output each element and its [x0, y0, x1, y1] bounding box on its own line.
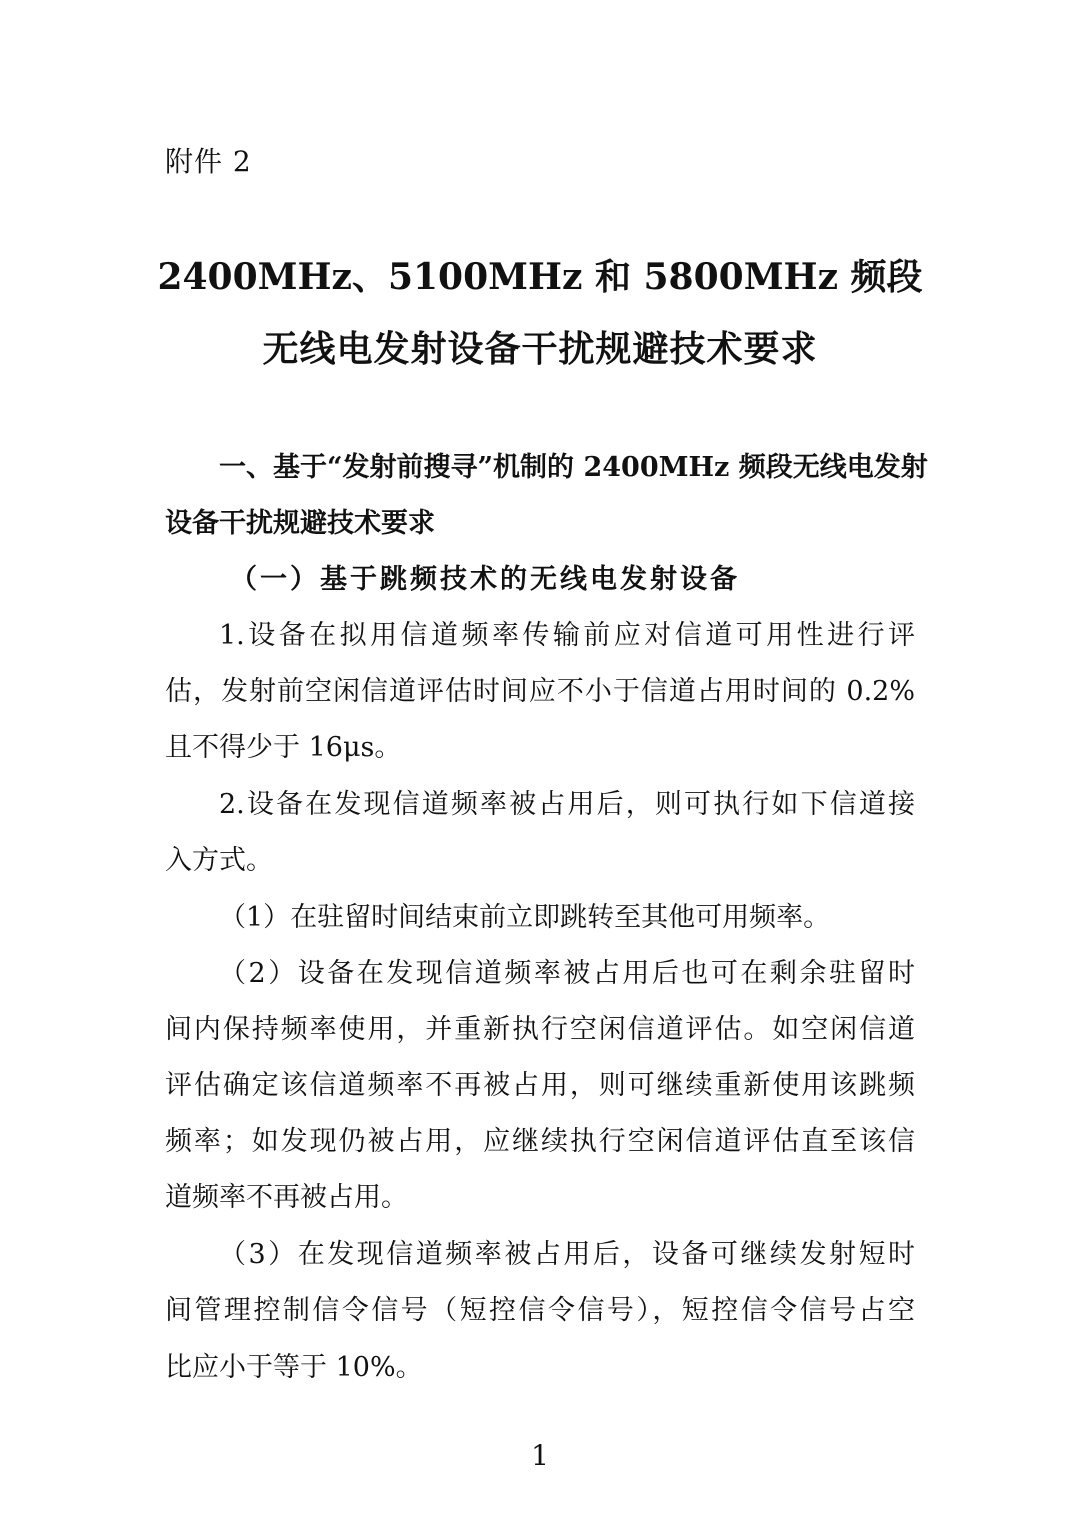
subsection-1-heading: （一）基于跳频技术的无线电发射设备 [230, 564, 740, 595]
document-title-line-1: 2400MHz、5100MHz 和 5800MHz 频段 [157, 256, 923, 298]
paragraph-5-line-3: 比应小于等于 10%。 [165, 1352, 423, 1383]
paragraph-1-line-3: 且不得少于 16μs。 [165, 732, 402, 763]
paragraph-5-line-2: 间管理控制信令信号（短控信令信号），短控信令信号占空 [165, 1295, 915, 1326]
paragraph-4-line-2: 间内保持频率使用，并重新执行空闲信道评估。如空闲信道 [165, 1014, 915, 1045]
paragraph-1-line-2: 估，发射前空闲信道评估时间应不小于信道占用时间的 0.2% [165, 676, 915, 707]
paragraph-1-line-1: 1.设备在拟用信道频率传输前应对信道可用性进行评 [219, 620, 915, 651]
paragraph-4-line-3: 评估确定该信道频率不再被占用，则可继续重新使用该跳频 [165, 1070, 915, 1101]
attachment-label: 附件 2 [165, 145, 252, 178]
section-1-heading-line-2: 设备干扰规避技术要求 [165, 508, 435, 539]
paragraph-4-line-1: （2）设备在发现信道频率被占用后也可在剩余驻留时 [219, 958, 915, 989]
paragraph-3-line-1: （1）在驻留时间结束前立即跳转至其他可用频率。 [219, 902, 831, 933]
section-1-heading-line-1: 一、基于“发射前搜寻”机制的 2400MHz 频段无线电发射 [219, 452, 928, 483]
paragraph-2-line-2: 入方式。 [165, 845, 273, 876]
paragraph-4-line-5: 道频率不再被占用。 [165, 1182, 408, 1213]
document-title-line-2: 无线电发射设备干扰规避技术要求 [262, 328, 818, 370]
paragraph-5-line-1: （3）在发现信道频率被占用后，设备可继续发射短时 [219, 1239, 915, 1270]
page-number: 1 [531, 1439, 549, 1472]
paragraph-4-line-4: 频率；如发现仍被占用，应继续执行空闲信道评估直至该信 [165, 1126, 915, 1157]
paragraph-2-line-1: 2.设备在发现信道频率被占用后，则可执行如下信道接 [219, 789, 915, 820]
